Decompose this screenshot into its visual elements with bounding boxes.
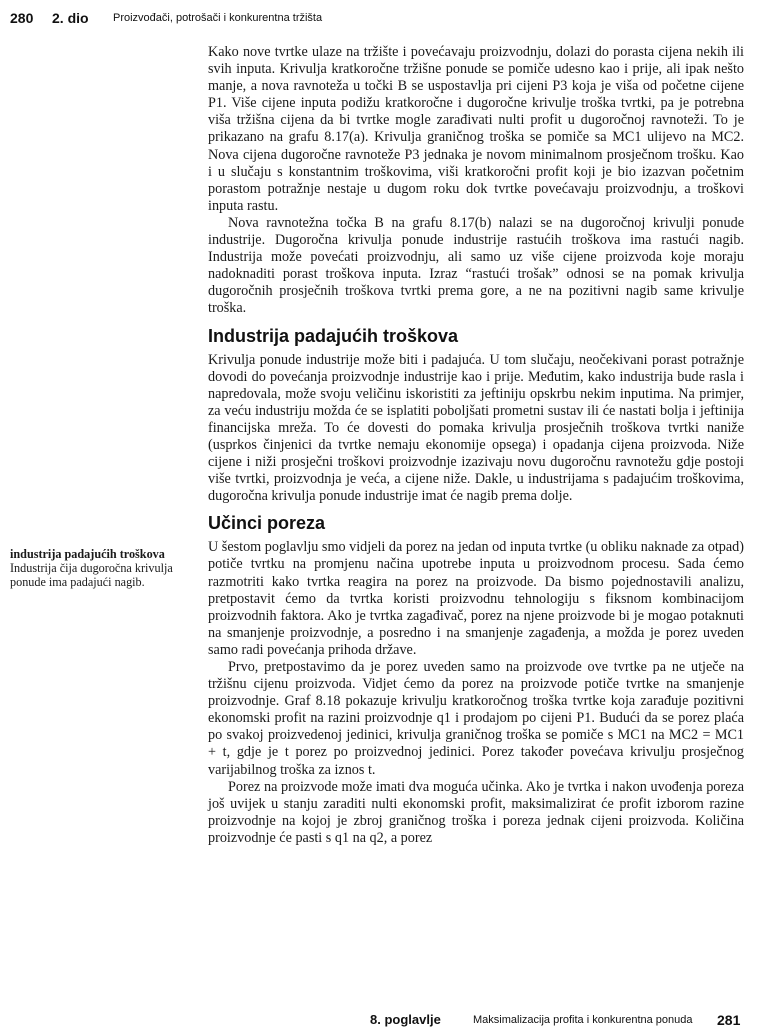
part-label: 2. dio <box>52 10 89 26</box>
margin-definition-text: Industrija čija dugoročna krivulja ponude ima padajući nagib. <box>10 561 173 589</box>
paragraph: Kako nove tvrtke ulaze na tržište i povećavaju proizvodnju, dolazi do porasta cijena nekih ili svih inputa. Krivulja kratkoročne tržišne ponude se pomiče udesno kao i prije, ali ipak nešto manje, a nova ravnoteža u točki B se uspostavlja pri cijeni P3 koja je viša od početne cijene P1. Više cijene inputa podižu kratkoročne i dugoročne krivulje troška tvrtki, pa je potrebna viša tržišna cijena da bi tvrtke mogle zarađivati nulti profit u dugoročnoj ravnoteži. To je prikazano na grafu 8.17(a). Krivulja graničnog troška se pomiče sa MC1 ulijevo na MC2. Nova cijena dugoročne ravnoteže P3 jednaka je novom minimalnom prosječnom trošku. Kao i u slučaju s konstantnim troškovima, viši kratkoročni profit koji je bio izazvan početnim porastom potražnje nestaje u dugom roku dok tvrtke povećavaju proizvodnju, a troškovi inputa rastu. <box>208 44 744 214</box>
page-header <box>10 10 750 30</box>
running-title: Proizvođači, potrošači i konkurentna tržišta <box>113 12 323 24</box>
margin-term: industrija padajućih troškova <box>10 547 165 561</box>
main-text <box>208 44 744 847</box>
paragraph: Krivulja ponude industrije može biti i padajuća. U tom slučaju, neočekivani porast potražnje dovodi do povećanja proizvodnje industrije kao i prije. Međutim, kako industrija bude rasla i napredovala, može svoju veličinu iskoristiti za jeftiniju opskrbu nekim inputima. Na primjer, za veću industriju možda će se isplatiti poboljšati prometni sustav ili će nastati bolja i jeftinija financijska mreža. To će dovesti do pomaka krivulja prosječnih troškova tvrtki naniže (usprkos činjenici da tvrtke nemaju ekonomije opsega) i opadanja cijena proizvoda. Niže cijene i niži prosječni troškovi proizvodnje izazivaju novu dugoročnu ravnotežu gdje postoji više tvrtki, proizvodnja je veća, a cijene niže. Dakle, u industrijama s padajućim troškovima, dugoročna krivulja ponude industrije imat će nagib prema dolje. <box>208 351 744 505</box>
footer-chapter: 8. poglavlje <box>370 1012 441 1027</box>
footer-page-number: 281 <box>717 1012 741 1028</box>
paragraph: Prvo, pretpostavimo da je porez uveden samo na proizvode ove tvrtke pa ne utječe na tržišnu cijenu proizvoda. Vidjet ćemo da porez na proizvode potiče tvrtke na smanjenje proizvodnje. Graf 8.18 pokazuje krivulju kratkoročnog troška tvrtke koja zarađuje pozitivni ekonomski profit na razini proizvodnje q1 i prodajom po cijeni P1. Budući da se porez plaća po svakoj proizvedenoj jedinici, krivulja graničnog troška se pomiče s MC1 na MC2 = MC1 + t, gdje je t porez po proizvednoj jedinici. Porez također povećava krivulju prosječnog varijabilnog troška za iznos t. <box>208 659 744 778</box>
section-heading: Učinci poreza <box>208 513 326 534</box>
footer-title: Maksimalizacija profita i konkurentna ponuda <box>473 1014 693 1026</box>
section-heading: Industrija padajućih troškova <box>208 325 459 346</box>
paragraph: Nova ravnotežna točka B na grafu 8.17(b) nalazi se na dugoročnoj krivulji ponude industrije. Dugoročna krivulja ponude industrije rastućih troškova ima rastući nagib. Industrija može povećati proizvodnju, ali samo uz više cijene proizvoda koje moraju nadoknaditi porast troškova inputa. Izraz “rastući trošak” odnosi se na pomak krivulja dugoročnih prosječnih troškova tvrtki prema gore, a ne na pozitivni nagib same krivulje troška. <box>208 214 744 317</box>
margin-definition <box>10 547 190 589</box>
paragraph: U šestom poglavlju smo vidjeli da porez na jedan od inputa tvrtke (u obliku naknade za otpad) potiče tvrtku na promjenu načina upotrebe inputa u proizvodnom procesu. Sada ćemo razmotriti kako tvrtka reagira na porez na proizvode. Da bismo pojednostavili analizu, pretpostavit ćemo da tvrtka koristi proizvodnu tehnologiju s fiksnom kombinacijom proizvodnih faktora. Ako je tvrtka zagađivač, porez na njene proizvode bi je mogao potaknuti na smanjenje proizvodnje, a posredno i na smanjenje zagađenja, a možda je porez uveden samo radi povećanja prihoda države. <box>208 539 744 658</box>
page-number: 280 <box>10 10 34 26</box>
paragraph: Porez na proizvode može imati dva moguća učinka. Ako je tvrtka i nakon uvođenja poreza još uvijek u stanju zaraditi nulti ekonomski profit, maksimalizirat će profit izborom razine proizvodnje na kojoj je zbroj graničnog troška i poreza jednak cijeni proizvoda. Količina proizvodnje će pasti s q1 na q2, a porez <box>208 778 744 846</box>
